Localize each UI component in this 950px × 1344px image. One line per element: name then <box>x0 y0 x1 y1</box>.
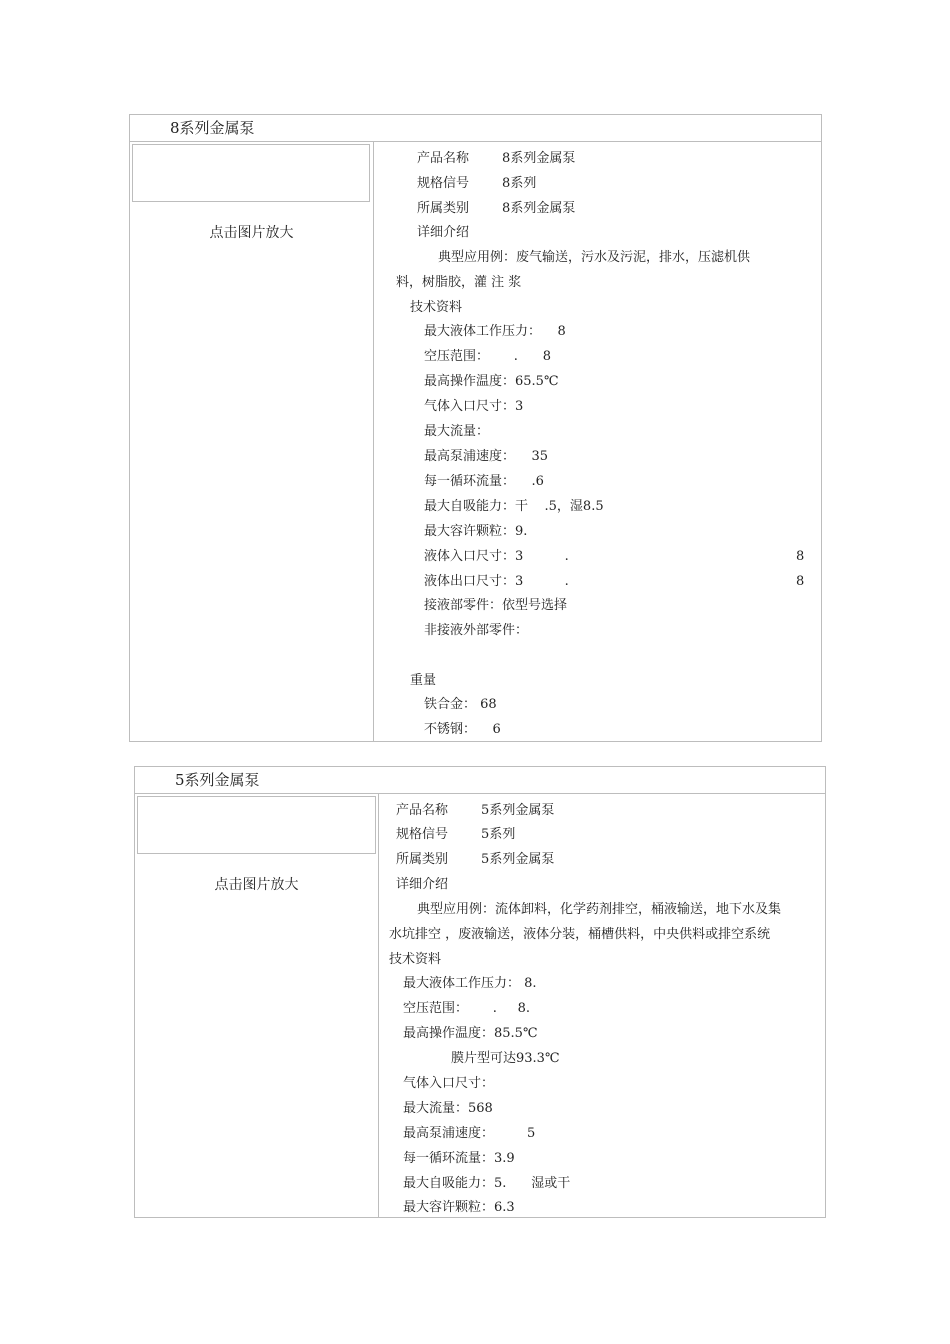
spec-line: 每一循环流量： .6 <box>424 474 544 489</box>
spec-line: 空压范围： . 8 <box>424 349 551 364</box>
spec-line: 每一循环流量：3.9 <box>403 1151 515 1166</box>
spec-line: 料，树脂胶，灌 注 浆 <box>396 275 522 290</box>
image-column <box>130 142 374 741</box>
spec-line: 最大容许颗粒：6.3 <box>403 1200 515 1215</box>
spec-line: 不锈钢： 6 <box>424 722 501 737</box>
spec-line: 最高操作温度：85.5℃ <box>403 1026 538 1041</box>
spec-line: 典型应用例：流体卸料，化学药剂排空，桶液输送，地下水及集 <box>417 902 782 917</box>
spec-line: 最大液体工作压力： 8 <box>424 324 566 339</box>
spec-line: 接液部零件：依型号选择 <box>424 598 568 613</box>
spec-line: 最大流量： <box>424 424 490 439</box>
spec-line: 详细介绍 <box>417 225 470 240</box>
card-title: 8系列金属泵 <box>130 115 821 142</box>
spec-line: 液体出口尺寸：3 . <box>424 574 569 589</box>
spec-line: 所属类别 5系列金属泵 <box>396 852 555 867</box>
spec-line: 空压范围： . 8. <box>403 1001 530 1016</box>
product-card-5-series <box>134 766 826 1218</box>
spec-line: 铁合金： 68 <box>424 697 497 712</box>
details-column <box>374 142 821 741</box>
spec-line: 最大液体工作压力： 8. <box>403 976 537 991</box>
spec-line: 膜片型可达93.3℃ <box>451 1051 560 1066</box>
product-card-8-series <box>129 114 822 742</box>
spec-line: 产品名称 5系列金属泵 <box>396 803 555 818</box>
spec-line: 最大自吸能力：干 .5，湿8.5 <box>424 499 604 514</box>
spec-line: 产品名称 8系列金属泵 <box>417 151 576 166</box>
product-image[interactable] <box>137 796 376 854</box>
image-column <box>135 794 379 1217</box>
spec-line: 最高泵浦速度： 35 <box>424 449 549 464</box>
spec-line: 技术资料 <box>410 300 463 315</box>
spec-line: 最大流量：568 <box>403 1101 493 1116</box>
enlarge-image-link[interactable]: 点击图片放大 <box>214 877 299 893</box>
spec-line: 8 <box>796 549 805 564</box>
enlarge-image-link[interactable]: 点击图片放大 <box>209 225 294 241</box>
spec-line: 所属类别 8系列金属泵 <box>417 201 576 216</box>
spec-line: 最大容许颗粒：9. <box>424 524 528 539</box>
spec-line: 规格信号 8系列 <box>417 176 537 191</box>
details-column <box>379 794 825 1217</box>
spec-line: 详细介绍 <box>396 877 449 892</box>
spec-line: 气体入口尺寸： <box>403 1076 495 1091</box>
spec-line: 气体入口尺寸：3 <box>424 399 524 414</box>
spec-line: 重量 <box>410 673 437 688</box>
spec-line: 8 <box>796 574 805 589</box>
spec-line: 技术资料 <box>389 952 442 967</box>
spec-line: 最大自吸能力：5. 湿或干 <box>403 1176 571 1191</box>
spec-line: 非接液外部零件： <box>424 623 529 638</box>
spec-line: 水坑排空 ，废液输送，液体分装，桶槽供料，中央供料或排空系统 <box>389 927 771 942</box>
spec-line: 典型应用例：废气输送，污水及污泥，排水，压滤机供 <box>438 250 751 265</box>
spec-line: 液体入口尺寸：3 . <box>424 549 569 564</box>
spec-line: 最高操作温度：65.5℃ <box>424 374 559 389</box>
spec-line: 规格信号 5系列 <box>396 827 516 842</box>
spec-line: 最高泵浦速度： 5 <box>403 1126 536 1141</box>
product-image[interactable] <box>132 144 370 202</box>
card-title: 5系列金属泵 <box>135 767 825 794</box>
